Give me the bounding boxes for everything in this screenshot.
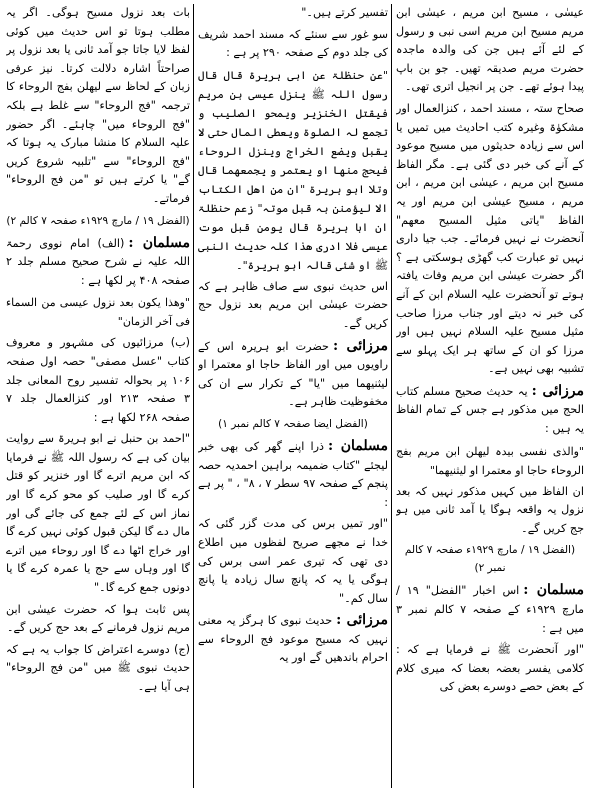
speaker-label: مسلمان : — [523, 582, 584, 599]
speaker-label: مرزائی : — [531, 382, 584, 399]
paragraph: صحاح ستہ ، مسند احمد ، کنزالعمال اور مشکوٰۃ وغیرہ کتب احادیث میں تمیں یا اس سے زیادہ حدیثوں میں مسیح موعود کے آنے کی خبر دی گئی ہے۔ مگر الفاظ مسیح ابن مریم ، عیسٰی ابن مریم ، ابن مریم ، مسیح عیسٰی ابن مریم اور یہ الفاظ "یاتی مثیل المسیح معھم" آنحضرت نے نہیں فرمائے۔ جب جیا داری نہیں تو عبارت کب گھڑی ہوسکتی ہے ؟ اگر حضرت عیسٰی ابن مریم وفات یافتہ ہوتے تو آنحضرت علیہ السلام ابن کے آنے کی خبر نہ دیتے اور جناب مرزا صاحب مثیل مسیح علیہ السلام نہیں ہیں اور مرزا کو ان کے ساتھ ہر ایک پہلو سے تشبیہ بھی نہیں ہے۔ — [396, 101, 584, 376]
paragraph: ذرا اپنے گھر کی بھی خبر لیجئے "کتاب ضمیمہ براہین احمدیہ حصہ پنجم کے صفحہ ۹۷ سطر ۷ ، ۸" ، " پر ہے : — [198, 439, 388, 509]
citation: (الفضل ۱۹ / مارچ ۱۹۲۹ء صفحہ ۷ کالم ۲) — [6, 214, 190, 227]
paragraph: اس حدیث نبوی سے صاف ظاہر ہے کہ حضرت عیسٰی ابن مریم بعد نزول حج کریں گے۔ — [198, 279, 388, 330]
paragraph: ان الفاظ میں کہیں مذکور نہیں کہ بعد نزول یہ واقعہ ہوگا یا آمد ثانی میں ہو جج کریں گے۔ — [396, 484, 584, 535]
column-divider — [391, 4, 392, 788]
paragraph: سو غور سے سنئے کہ مسند احمد شریف کی جلد دوم کے صفحہ ۲۹۰ پر ہے : — [198, 27, 388, 60]
arabic-quote: "وھذا یکون بعد نزول عیسی من السماء فی آخر الزمان" — [6, 296, 190, 329]
paragraph: پس ثابت ہوا کہ حضرت عیسٰی ابن مریم نزول فرمانے کے بعد حج کریں گے۔ — [6, 602, 190, 635]
speaker-label: مرزائی : — [336, 612, 388, 629]
dialogue-block — [396, 581, 584, 638]
dialogue-block — [198, 337, 388, 412]
speaker-label: مسلمان : — [128, 234, 190, 251]
paragraph: (ب) مرزائیوں کی مشہور و معروف کتاب "عسل مصفی" حصہ اول صفحہ ۱۰۶ پر بحوالہ تفسیر روح المعانی جلد ۳ صفحہ ۲۱۳ اور کنزالعمال جلد ۷ صفحہ ۲۶۸ لکھا ہے : — [6, 336, 190, 424]
paragraph: "احمد بن حنبل نے ابو ہریرۃ سے روایت بیان کی ہے کہ رسول اللہ ﷺ نے فرمایا کہ ابن مریم اترے گا اور خنزیر کو قتل کرے گا اور صلیب کو محو کرے گا اور نماز اس کے لئے جمع کی جائے گی اور مال دے گا لیکن قبول کوئی نہیں کرے گا اور خراج اٹھا دے گا اور روحاء میں اترے گا اور وہاں سے حج یا عمرہ کرے گا یا دونوں جمع کرے گا۔" — [6, 432, 190, 595]
paragraph: (ج) دوسرے اعتراض کا جواب یہ ہے کہ حدیث نبوی ﷺ میں "من فج الروحاء" ہی آیا ہے۔ — [6, 642, 190, 693]
speaker-label: مرزائی : — [332, 337, 388, 354]
page — [6, 4, 584, 788]
dialogue-block — [6, 234, 190, 291]
paragraph: تفسیر کرتے ہیں۔" — [301, 6, 388, 19]
arabic-quote: "والذی نفسی بیدہ لیھلن ابن مریم بفج الروحاء حاجا او معتمرا او لیثنیھما" — [396, 444, 584, 477]
citation: (الفضل ۱۹ / مارچ ۱۹۲۹ء صفحہ ۷ کالم نمبر ۲) — [404, 544, 576, 575]
paragraph: بات بعد نزول مسیح ہوگی۔ اگر یہ مطلب ہوتا تو اس حدیث میں کوئی لفظ لایا جاتا جو آمد ثانی یا بعد نزول پر صراحتاً اشارہ دلالت کرتا۔ نیز عرفی زبان کے لحاظ سے لیھلن بفج الروحاء کا ترجمہ "فج الروحاء" سے غلط ہے بلکہ "فج الروحاء میں" چاہئے۔ اگر حضور علیہ السلام کا منشا مبارک یہ ہوتا کہ "فج الروحاء" سے "تلبیہ شروع کریں گے" یا کرتے ہیں تو "من فج الروحاء" فرماتے۔ — [6, 6, 190, 205]
left-column — [6, 4, 190, 788]
dialogue-block — [198, 611, 388, 668]
paragraph: عیسٰی ، مسیح ابن مریم ، عیسٰی ابن مریم مسیح ابن مریم اسی نبی و رسول کے لئے آئے ہیں جن کی والدہ ماجدہ حضرت مریم صدیقہ تھیں۔ جو بن باپ پیدا ہوئے تھے۔ جن پر انجیل اتری تھی۔ — [396, 6, 584, 94]
speaker-label: مسلمان : — [328, 437, 388, 454]
paragraph: حدیث نبوی کا ہرگز یہ معنی نہیں کہ مسیح موعود فج الروحاء سے احرام باندھیں گے اور یہ — [198, 614, 388, 665]
dialogue-block — [396, 382, 584, 439]
paragraph: اس اخبار "الفضل" ۱۹ / مارچ ۱۹۲۹ء کے صفحہ ۷ کالم نمبر ۳ میں ہے : — [396, 584, 584, 635]
right-column — [396, 4, 584, 788]
middle-column — [198, 4, 388, 788]
dialogue-block — [198, 437, 388, 512]
arabic-quote: "عن حنظلۃ عن ابی ہریرۃ قال قال رسول اللہ ﷺ ینزل عیسی بن مریم فیقتل الخنزیر ویمحو الصلیب و تجمع لہ الصلوۃ ویعطی المال حتی لا یقبل ویضع الخراج وینزل الروحاء فیحج منھا او یعتمر و یجمعھما قال وتلا ابو ہریرۃ "ان من اھل الکتاب الا لیؤمنن بہ قبل موتہ" زعم حنظلۃ ان ابا ہریرۃ قال یومن قبل موت عیسی فلا ادری ھذا کلہ حدیث النبی ﷺ او شئی قالہ ابو ہریرۃ"۔ — [198, 68, 388, 272]
paragraph: (الف) امام نووی رحمۃ اللہ علیہ نے شرح صحیح مسلم جلد ۲ صفحہ ۴۰۸ پر لکھا ہے : — [6, 236, 190, 287]
paragraph: یہ حدیث صحیح مسلم کتاب الحج میں مذکور ہے جس کے تمام الفاظ یہ ہیں : — [396, 384, 584, 436]
paragraph: حضرت ابو ہریرہ اس کے راویوں میں اور الفاظ حاجا او معتمرا او لیثنیھما میں "یا" کے تکرار سے ان کی مخفوظیت ظاہر ہے۔ — [198, 339, 388, 409]
citation: (الفضل ایضا صفحہ ۷ کالم نمبر ۱) — [218, 417, 368, 430]
paragraph: "اور آنحضرت ﷺ نے فرمایا ہے کہ : کلامی یفسر بعضہ بعضا کہ میری کلام کے بعض حصے دوسرے بعض کی — [396, 643, 584, 694]
paragraph: "اور تمیں برس کی مدت گزر گئی کہ خدا نے مجھے صریح لفظوں میں اطلاع دی تھی کہ تیری عمر اسی برس کی ہوگی یا یہ کہ پانچ سال زیادہ یا پانچ سال کم۔" — [198, 517, 388, 605]
column-divider — [193, 4, 194, 788]
